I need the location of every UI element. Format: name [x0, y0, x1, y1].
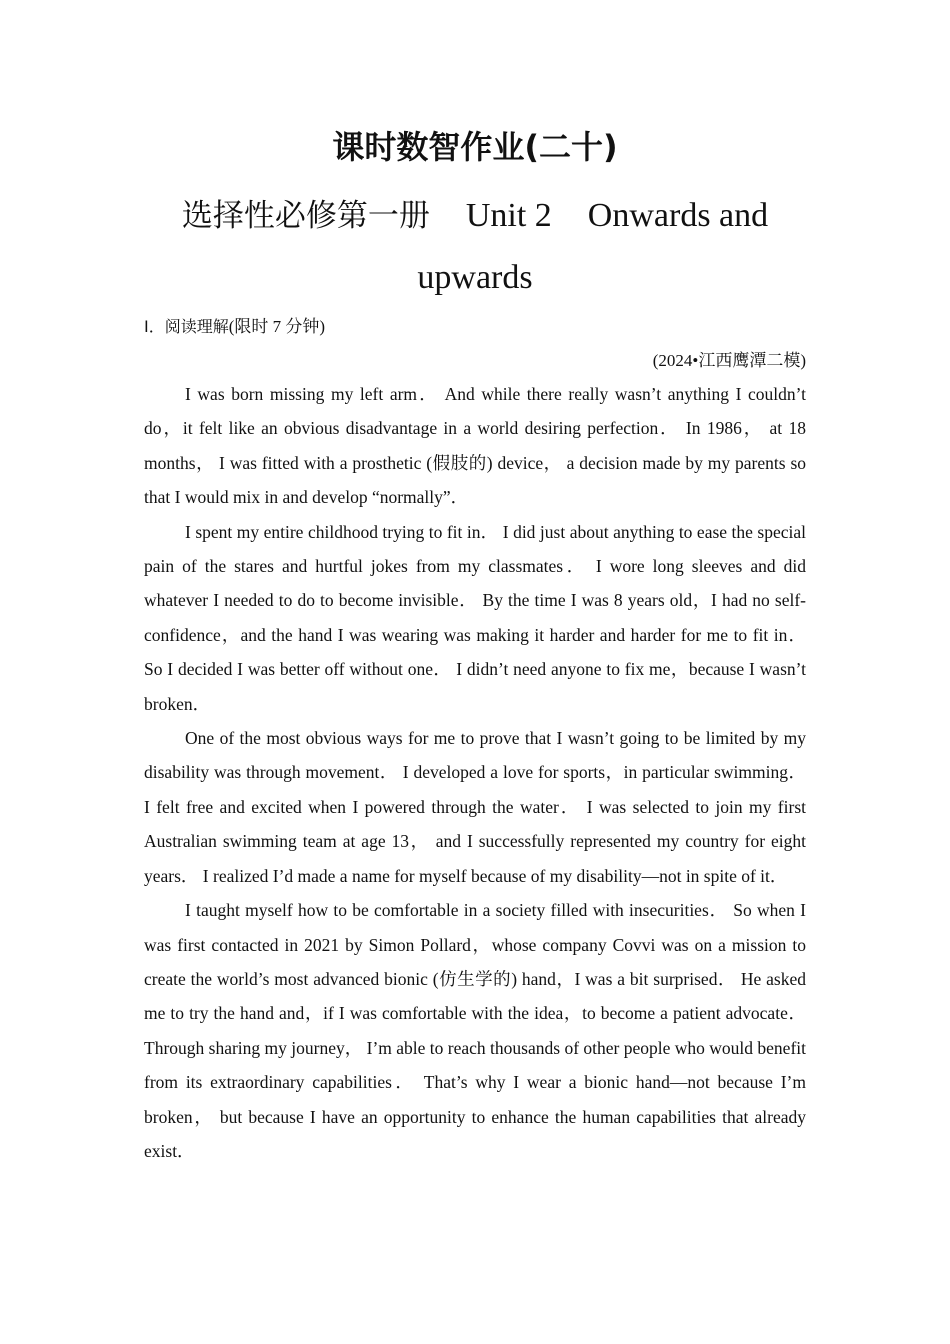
passage-paragraph: I spent my entire childhood trying to fit in． I did just about anything to ease the special pain of the stares and hurtful jokes from my classmates． I wore long sleeves and did whatever I needed to do to become invisible． By the time I was 8 years old，I had no self-confidence，and the hand I was wearing was making it harder and harder for me to fit in． So I decided I was better off without one． I didn’t need anyone to fix me，because I wasn’t broken． — [144, 521, 806, 714]
passage-paragraph: One of the most obvious ways for me to prove that I wasn’t going to be limited by my disability was through movement． I developed a love for sports，in particular swimming． I felt free and excited when I powered through the water． I was selected to join my first Australian swimming team at age 13， and I successfully represented my country for eight years． I realized I’d made a name for myself because of my disability—not in spite of it． — [144, 728, 806, 886]
subtitle-book: 选择性必修第一册 — [181, 198, 430, 234]
passage-paragraph: I taught myself how to be comfortable in a society filled with insecurities． So when I was first contacted in 2021 by Simon Pollard，whose company Covvi was on a mission to create the world’s most advanced bionic (仿生学的) hand，I was a bit surprised． He asked me to try the hand and，if I was comfortable with the idea，to become a patient advocate． Through sharing my journey， I’m able to reach thousands of other people who would benefit from its extraordinary capabilities． That’s why I wear a bionic hand—not because I’m broken， but because I have an opportunity to enhance the human capabilities that already exist． — [144, 900, 806, 1161]
page-title: 课时数智作业(二十) — [332, 128, 618, 166]
section-title: 阅读理解 — [164, 317, 229, 336]
subtitle-unit: Unit 2 — [465, 197, 552, 234]
subtitle-topic-line1: Onwards and — [587, 197, 769, 234]
page-subtitle — [150, 185, 800, 308]
passage-paragraph: I was born missing my left arm． And while there really wasn’t anything I couldn’t do，it felt like an obvious disadvantage in a world desiring perfection． In 1986， at 18 months， I was fitted with a prosthetic (假肢的) device， a decision made by my parents so that I would mix in and develop “normally”． — [144, 384, 806, 508]
section-time-limit: (限时 7 分钟) — [228, 317, 326, 336]
section-number: Ⅰ． — [144, 317, 165, 336]
source-citation: (2024•江西鹰潭二模) — [652, 351, 806, 370]
section-heading — [144, 312, 325, 337]
reading-passage — [144, 377, 806, 1168]
subtitle-topic-line2: upwards — [417, 259, 533, 296]
